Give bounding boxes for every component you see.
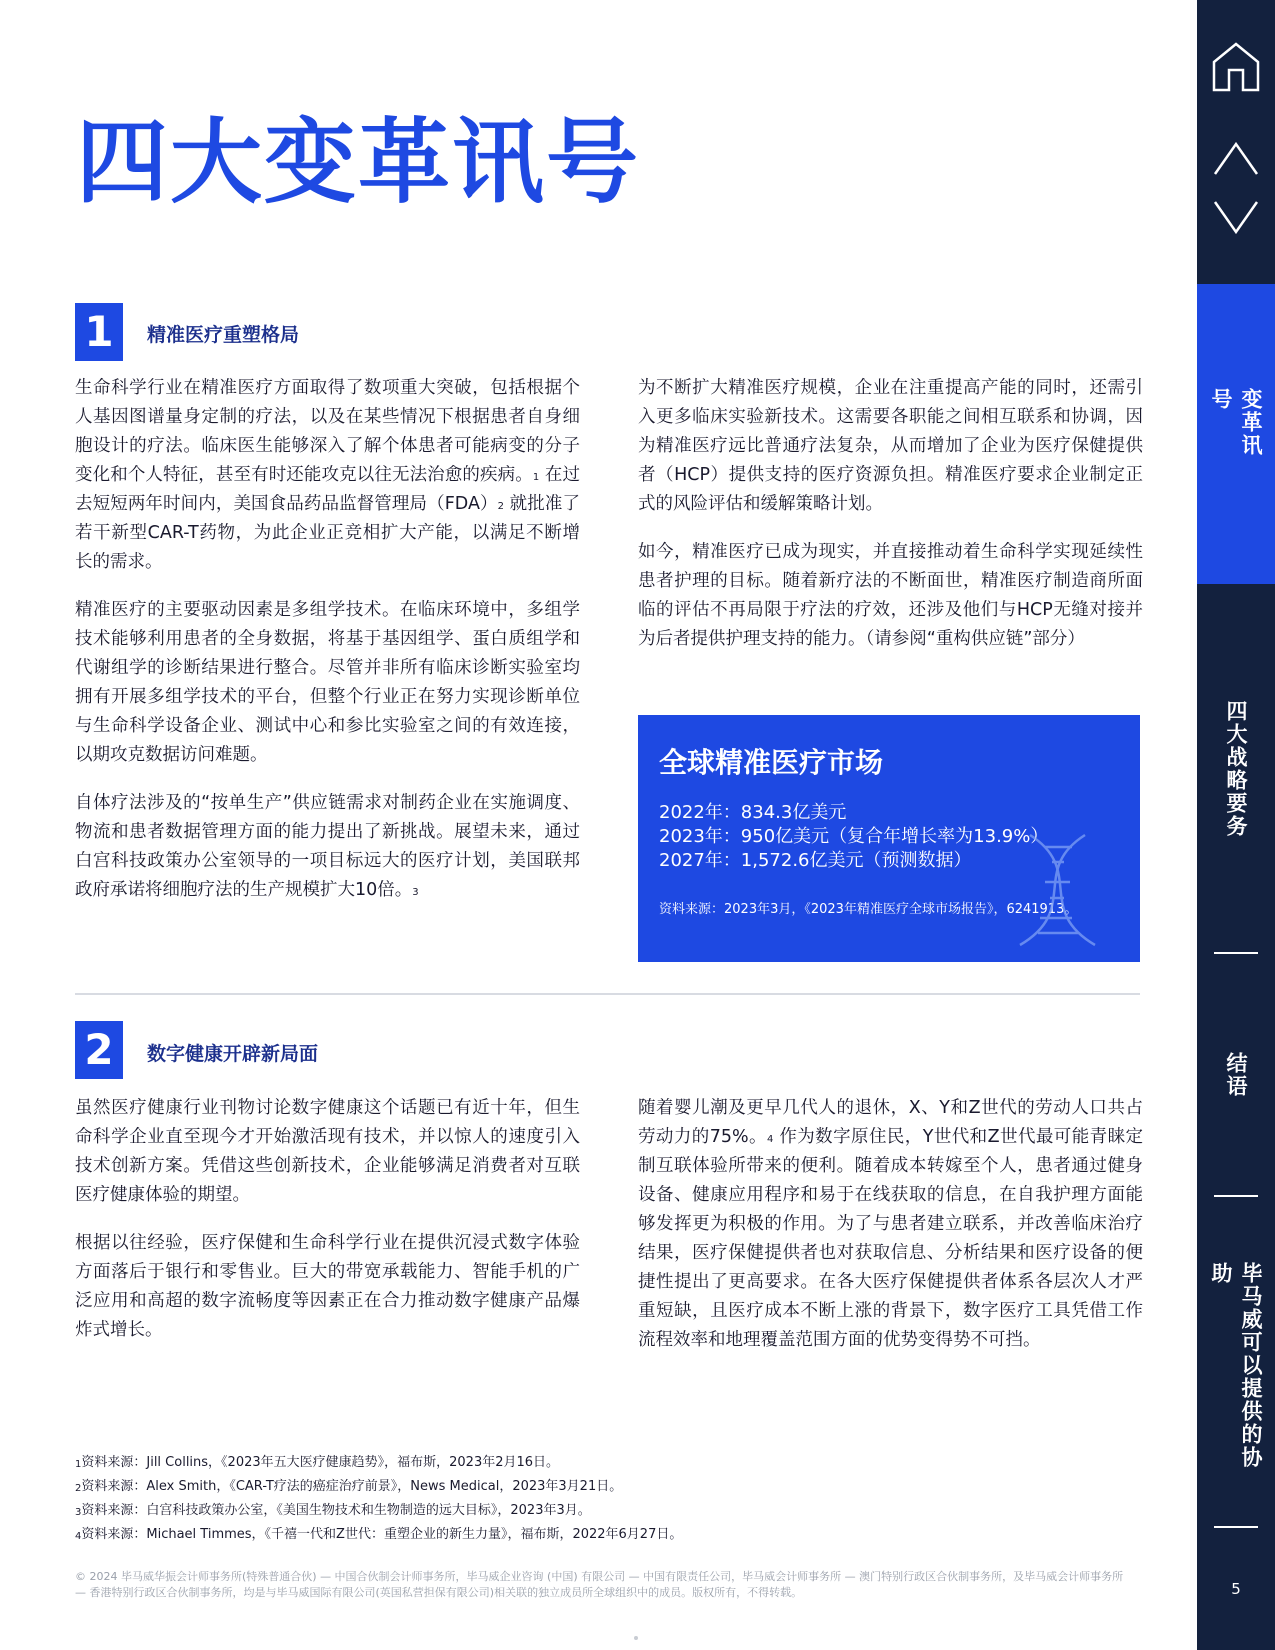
home-icon[interactable]: [1211, 40, 1261, 94]
page-marker-dot: [634, 1636, 638, 1640]
paragraph: 生命科学行业在精准医疗方面取得了数项重大突破，包括根据个人基因图谱量身定制的疗法，以及在某些情况下根据患者自身细胞设计的疗法。临床医生能够深入了解个体患者可能病变的分子变化和个人特征，甚至有时还能攻克以往无法治愈的疾病。$^1$ 在过去短短两年时间内，美国食品药品监督管理局（FDA）$^2$ 就批准了若干新型CAR-T药物，为此企业正竞相扩大产能，以满足不断增长的需求。: [75, 378, 580, 572]
section-title: 数字健康开辟新局面: [147, 1043, 319, 1065]
stat-source: 资料来源：2023年3月，《2023年精准医疗全球市场报告》，6241913。: [659, 902, 1078, 917]
sidebar-separator: [1214, 1195, 1258, 1197]
footnote-ref[interactable]: 4: [766, 1134, 774, 1145]
paragraph: 如今，精准医疗已成为现实，并直接推动着生命科学实现延续性患者护理的目标。随着新疗法的不断面世，精准医疗制造商所面临的评估不再局限于疗法的疗效，还涉及他们与HCP无缝对接并为后者提供护理支持的能力。（请参阅“重构供应链”部分）: [638, 542, 1143, 649]
footnote: $^3$资料来源：白宫科技政策办公室，《美国生物技术和生物制造的远大目标》，2023年3月。: [75, 1503, 591, 1518]
stat-line: 2022年：834.3亿美元: [659, 802, 847, 823]
section1-right-column: [638, 374, 1143, 673]
stat-box-title: 全球精准医疗市场: [659, 746, 884, 779]
paragraph: 根据以往经验，医疗保健和生命科学行业在提供沉浸式数字体验方面落后于银行和零售业。巨大的带宽承载能力、智能手机的广泛应用和高超的数字流畅度等因素正在合力推动数字健康产品爆炸式增长。: [75, 1233, 580, 1340]
footnote-ref[interactable]: 2: [497, 501, 505, 512]
sidebar-item-signals[interactable]: 变革讯号: [1209, 388, 1263, 457]
chevron-up-icon[interactable]: [1211, 138, 1261, 178]
copyright-notice: © 2024 毕马威华振会计师事务所(特殊普通合伙) — 中国合伙制会计师事务所，毕马威企业咨询 (中国) 有限公司 — 中国有限责任公司，毕马威会计师事务所 — 澳门特别行政区合伙制事务所，及毕马威会计师事务所 — 香港特别行政区合伙制事务所，均是与毕马威国际有限公司(英国私营担保有限公司)相关联的独立成员所全球组织中的成员。版权所有，不得转载。: [75, 1570, 1124, 1599]
footnotes: [75, 1451, 682, 1547]
market-stat-box: [638, 715, 1140, 962]
sidebar-separator: [1214, 952, 1258, 954]
footnote: $^1$资料来源：Jill Collins，《2023年五大医疗健康趋势》，福布斯，2023年2月16日。: [75, 1455, 560, 1470]
sidebar-item-kpmg-help[interactable]: 毕马威可以提供的协助: [1209, 1262, 1263, 1469]
footnote-ref[interactable]: 3: [412, 887, 419, 898]
paragraph: 虽然医疗健康行业刊物讨论数字健康这个话题已有近十年，但生命科学企业直至现今才开始激活现有技术，并以惊人的速度引入技术创新方案。凭借这些创新技术，企业能够满足消费者对互联医疗健康体验的期望。: [75, 1098, 580, 1205]
footnote-ref[interactable]: 1: [532, 472, 540, 483]
section1-left-column: [75, 374, 580, 924]
footnote: $^2$资料来源：Alex Smith，《CAR-T疗法的癌症治疗前景》，News Medical，2023年3月21日。: [75, 1479, 623, 1494]
footnote: $^4$资料来源：Michael Timmes，《千禧一代和Z世代：重塑企业的新生力量》，福布斯，2022年6月27日。: [75, 1527, 683, 1542]
sidebar-item-conclusion[interactable]: 结语: [1224, 1052, 1248, 1098]
stat-line: 2023年：950亿美元（复合年增长率为13.9%）: [659, 826, 1049, 847]
section2-right-column: [638, 1094, 1143, 1374]
section-number-badge: 2: [75, 1021, 123, 1079]
chevron-down-icon[interactable]: [1211, 198, 1261, 238]
paragraph: 自体疗法涉及的“按单生产”供应链需求对制药企业在实施调度、物流和患者数据管理方面的能力提出了新挑战。展望未来，通过白宫科技政策办公室领导的一项目标远大的医疗计划，美国联邦政府承诺将细胞疗法的生产规模扩大10倍。$^3$: [75, 793, 580, 900]
paragraph: 精准医疗的主要驱动因素是多组学技术。在临床环境中，多组学技术能够利用患者的全身数据，将基于基因组学、蛋白质组学和代谢组学的诊断结果进行整合。尽管并非所有临床诊断实验室均拥有开展多组学技术的平台，但整个行业正在努力实现诊断单位与生命科学设备企业、测试中心和参比实验室之间的有效连接，以期攻克数据访问难题。: [75, 600, 580, 765]
page-title: 四大变革讯号: [76, 109, 641, 216]
sidebar-separator: [1214, 1526, 1258, 1528]
sidebar-item-strategies[interactable]: 四大战略要务: [1224, 700, 1248, 838]
paragraph: 随着婴儿潮及更早几代人的退休，X、Y和Z世代的劳动人口共占劳动力的75%。$^4$ 作为数字原住民，Y世代和Z世代最可能青睐定制互联体验所带来的便利。随着成本转嫁至个人，患者通过健身设备、健康应用程序和易于在线获取的信息，在自我护理方面能够发挥更为积极的作用。为了与患者建立联系，并改善临床治疗结果，医疗保健提供者也对获取信息、分析结果和医疗设备的便捷性提出了更高要求。在各大医疗保健提供者体系各层次人才严重短缺，且医疗成本不断上涨的背景下，数字医疗工具凭借工作流程效率和地理覆盖范围方面的优势变得势不可挡。: [638, 1098, 1143, 1350]
page-number: 5: [1231, 1580, 1241, 1598]
paragraph: 为不断扩大精准医疗规模，企业在注重提高产能的同时，还需引入更多临床实验新技术。这需要各职能之间相互联系和协调，因为精准医疗远比普通疗法复杂，从而增加了企业为医疗保健提供者（HCP）提供支持的医疗资源负担。精准医疗要求企业制定正式的风险评估和缓解策略计划。: [638, 378, 1143, 514]
section-title: 精准医疗重塑格局: [147, 324, 300, 346]
dna-icon: [1000, 830, 1110, 950]
section2-left-column: [75, 1094, 580, 1364]
stat-line: 2027年：1,572.6亿美元（预测数据）: [659, 850, 972, 871]
section-divider: [75, 993, 1140, 995]
sidebar-nav: [1197, 0, 1275, 1650]
section-number-badge: 1: [75, 303, 123, 361]
